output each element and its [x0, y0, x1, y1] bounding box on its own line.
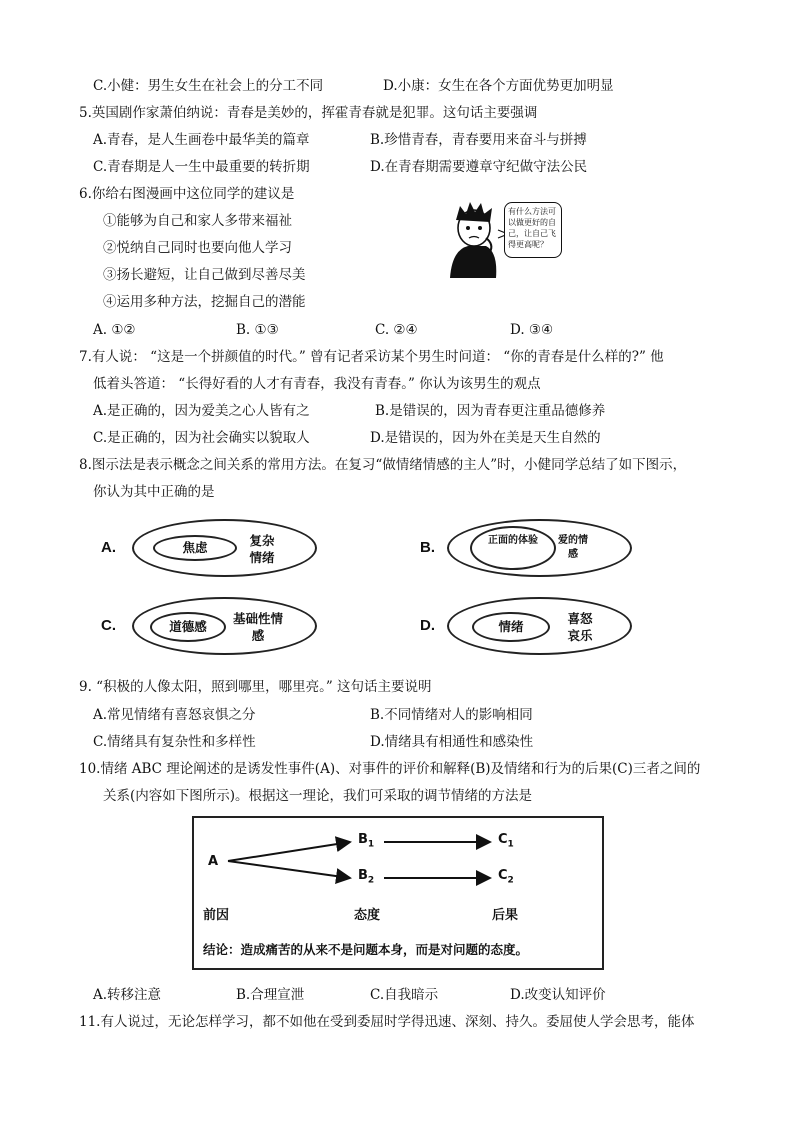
diagram-a-inner-text: 焦虑: [182, 540, 208, 555]
abc-theory-diagram: [192, 816, 604, 970]
q11-stem: 11.有人说过，无论怎样学习，都不如他在受到委屈时学得迅速、深刻、持久。委屈使人学会思考，能体: [79, 1014, 695, 1030]
q10-stem-line2: 关系(内容如下图所示)。根据这一理论，我们可采取的调节情绪的方法是: [103, 788, 533, 804]
q7-option-c: C.是正确的，因为社会确实以貌取人: [93, 430, 310, 446]
q8-stem-line2: 你认为其中正确的是: [93, 484, 215, 500]
q7-option-b: B.是错误的，因为青春更注重品德修养: [375, 403, 606, 419]
q10-option-a: A.转移注意: [93, 987, 162, 1003]
abc-node-b2: $B_2$: [358, 868, 375, 886]
q6-option-a: A. ①②: [93, 322, 136, 338]
q6-item-4: ④运用多种方法，挖掘自己的潜能: [103, 294, 306, 310]
diagram-b-label: B.: [420, 539, 435, 556]
q9-option-a: A.常见情绪有喜怒哀惧之分: [93, 707, 256, 723]
q6-stem: 6.你给右图漫画中这位同学的建议是: [79, 186, 295, 202]
thinking-student-cartoon: [442, 198, 567, 282]
q7-option-d: D.是错误的，因为外在美是天生自然的: [370, 430, 601, 446]
q6-item-1: ①能够为自己和家人多带来福祉: [103, 213, 292, 229]
q9-option-d: D.情绪具有相通性和感染性: [370, 734, 534, 750]
diagram-d-inner-text: 情绪: [498, 619, 524, 634]
q4-option-d: D.小康：女生在各个方面优势更加明显: [383, 78, 614, 94]
q4-option-c: C.小健：男生女生在社会上的分工不同: [93, 78, 324, 94]
diagram-b-outer-text: 爱的情感: [558, 535, 588, 560]
q6-item-2: ②悦纳自己同时也要向他人学习: [103, 240, 292, 256]
q10-option-c: C.自我暗示: [370, 987, 439, 1003]
q5-option-a: A.青春，是人生画卷中最华美的篇章: [93, 132, 310, 148]
abc-node-c2: $C_2$: [498, 868, 514, 886]
diagram-d-label: D.: [420, 617, 435, 634]
diagram-d-outer-text: 喜怒哀乐: [567, 611, 593, 643]
abc-arrows: [194, 818, 602, 898]
q8-stem-line1: 8.图示法是表示概念之间关系的常用方法。在复习“做情绪情感的主人”时，小健同学总结了如下图示，: [79, 457, 687, 473]
q9-stem: 9. “积极的人像太阳，照到哪里，哪里亮。” 这句话主要说明: [79, 679, 432, 695]
q7-stem-line2: 低着头答道： “长得好看的人才有青春，我没有青春。” 你认为该男生的观点: [93, 376, 541, 392]
q5-option-d: D.在青春期需要遵章守纪做守法公民: [370, 159, 588, 175]
cartoon-speech-bubble: 有什么方法可以做更好的自己，让自己飞得更高呢？: [504, 202, 562, 258]
q10-stem-line1: 10.情绪 ABC 理论阐述的是诱发性事件(A)、对事件的评价和解释(B)及情绪和行为的后果(C)三者之间的: [79, 761, 701, 777]
q7-option-a: A.是正确的，因为爱美之心人皆有之: [93, 403, 310, 419]
abc-caption-result: 后果: [492, 908, 519, 923]
q9-option-c: C.情绪具有复杂性和多样性: [93, 734, 256, 750]
q9-option-b: B.不同情绪对人的影响相同: [370, 707, 533, 723]
abc-node-a: A: [208, 854, 219, 869]
abc-caption-attitude: 态度: [354, 908, 381, 923]
abc-caption-cause: 前因: [203, 908, 230, 923]
q6-option-b: B. ①③: [236, 322, 279, 338]
q6-option-d: D. ③④: [510, 322, 554, 338]
diagram-c-inner-text: 道德感: [169, 619, 207, 634]
q6-item-3: ③扬长避短，让自己做到尽善尽美: [103, 267, 306, 283]
abc-node-b1: $B_1$: [358, 832, 375, 850]
abc-node-c1: $C_1$: [498, 832, 514, 850]
q5-option-c: C.青春期是人一生中最重要的转折期: [93, 159, 310, 175]
diagram-b-inner-text: 正面的体验: [488, 535, 538, 546]
q6-option-c: C. ②④: [375, 322, 418, 338]
q5-option-b: B.珍惜青春，青春要用来奋斗与拼搏: [370, 132, 587, 148]
diagram-c-label: C.: [101, 617, 116, 634]
diagram-a-label: A.: [101, 539, 116, 556]
diagram-a-outer-text: 复杂情绪: [249, 533, 275, 565]
q10-option-b: B.合理宣泄: [236, 987, 305, 1003]
diagram-b-inner-ellipse: [470, 526, 556, 570]
abc-conclusion: 结论：造成痛苦的从来不是问题本身，而是对问题的态度。: [203, 942, 529, 957]
diagram-c-outer-text: 基础性情感: [232, 611, 283, 643]
q10-option-d: D.改变认知评价: [510, 987, 606, 1003]
q5-stem: 5.英国剧作家萧伯纳说：青春是美妙的，挥霍青春就是犯罪。这句话主要强调: [79, 105, 538, 121]
q7-stem-line1: 7.有人说： “这是一个拼颜值的时代。” 曾有记者采访某个男生时问道： “你的青春是什么样的?” 他: [79, 349, 664, 365]
